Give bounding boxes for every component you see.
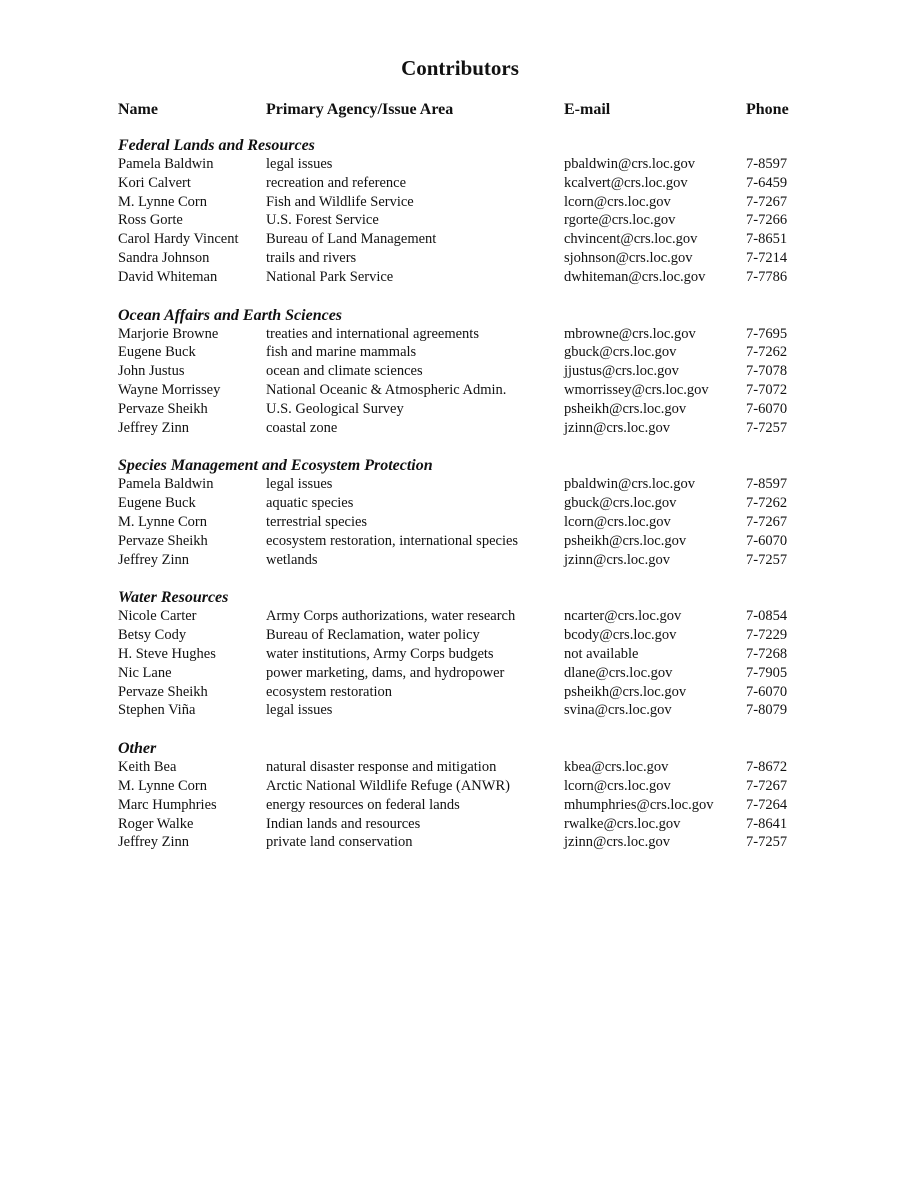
contributor-phone: 7-7695 (746, 325, 788, 342)
contributor-area: Army Corps authorizations, water research (266, 608, 516, 625)
contributor-phone: 7-7229 (746, 627, 788, 644)
header-name: Name (118, 101, 158, 118)
contributor-name: Sandra Johnson (118, 249, 210, 266)
contributor-name: David Whiteman (118, 268, 218, 285)
contributor-name: M. Lynne Corn (118, 777, 208, 794)
contributor-row (0, 701, 920, 720)
contributor-name: Marc Humphries (118, 796, 217, 813)
contributor-area: fish and marine mammals (266, 344, 417, 361)
contributor-email[interactable]: pbaldwin@crs.loc.gov (564, 156, 695, 172)
contributor-row (0, 343, 920, 362)
contributor-area: power marketing, dams, and hydropower (266, 664, 505, 681)
contributor-email[interactable]: kbea@crs.loc.gov (564, 759, 669, 776)
contributor-row (0, 494, 920, 513)
contributor-email[interactable]: sjohnson@crs.loc.gov (564, 249, 693, 266)
header-email: E-mail (564, 101, 611, 118)
contributor-name: Stephen Viña (118, 702, 196, 719)
contributor-area: recreation and reference (266, 174, 407, 191)
contributor-phone: 7-8079 (746, 702, 788, 719)
contributor-row (0, 419, 920, 438)
contributor-area: Arctic National Wildlife Refuge (ANWR) (266, 777, 510, 794)
contributor-name: Carol Hardy Vincent (118, 231, 239, 248)
contributor-email[interactable]: jzinn@crs.loc.gov (564, 419, 670, 436)
contributor-name: Roger Walke (118, 815, 194, 832)
contributor-area: U.S. Forest Service (266, 212, 379, 229)
contributor-row (0, 833, 920, 852)
contributor-area: natural disaster response and mitigation (266, 759, 497, 776)
contributor-email[interactable]: jjustus@crs.loc.gov (564, 363, 679, 380)
contributor-row (0, 607, 920, 626)
contributor-email[interactable]: svina@crs.loc.gov (564, 702, 672, 719)
contributor-phone: 7-8597 (746, 476, 788, 493)
contributor-area: trails and rivers (266, 249, 357, 266)
contributor-phone: 7-7264 (746, 796, 788, 813)
contributor-email[interactable]: kcalvert@crs.loc.gov (564, 174, 688, 191)
contributor-row (0, 645, 920, 664)
contributor-name: Nic Lane (118, 664, 172, 681)
contributor-phone: 7-7257 (746, 834, 788, 851)
contributor-row (0, 777, 920, 796)
contributor-phone: 7-7905 (746, 664, 788, 681)
contributor-section (0, 456, 920, 569)
contributor-area: treaties and international agreements (266, 325, 479, 342)
contributor-phone: 7-7267 (746, 777, 788, 794)
contributor-email[interactable]: gbuck@crs.loc.gov (564, 344, 677, 361)
contributor-area: Bureau of Land Management (266, 231, 437, 248)
contributor-name: Pamela Baldwin (118, 156, 214, 172)
contributor-phone: 7-7268 (746, 645, 788, 662)
contributor-email[interactable]: bcody@crs.loc.gov (564, 627, 677, 644)
contributor-area: U.S. Geological Survey (266, 400, 404, 417)
contributor-phone: 7-7257 (746, 551, 788, 568)
contributor-phone: 7-8597 (746, 156, 788, 172)
contributor-row (0, 325, 920, 344)
contributor-section (0, 136, 920, 287)
contributor-name: Betsy Cody (118, 627, 187, 644)
contributor-email[interactable]: pbaldwin@crs.loc.gov (564, 476, 695, 493)
contributor-area: wetlands (266, 551, 318, 568)
contributor-email[interactable]: lcorn@crs.loc.gov (564, 193, 671, 210)
contributor-row (0, 513, 920, 532)
contributor-row (0, 475, 920, 494)
section-title: Other (118, 740, 157, 758)
contributor-row (0, 193, 920, 212)
contributor-phone: 7-7266 (746, 212, 788, 229)
contributor-phone: 7-7267 (746, 193, 788, 210)
section-title: Species Management and Ecosystem Protection (118, 457, 433, 475)
contributor-name: M. Lynne Corn (118, 513, 208, 530)
contributor-phone: 7-0854 (746, 608, 788, 625)
contributor-section (0, 739, 920, 852)
contributor-row (0, 683, 920, 702)
section-title: Water Resources (118, 589, 229, 607)
header-phone: Phone (746, 101, 789, 118)
contributor-email[interactable]: dlane@crs.loc.gov (564, 664, 673, 681)
contributor-area: ecosystem restoration, international species (266, 532, 519, 549)
contributor-row (0, 211, 920, 230)
contributor-area: water institutions, Army Corps budgets (266, 645, 494, 662)
contributor-email[interactable]: mbrowne@crs.loc.gov (564, 325, 696, 342)
contributor-row (0, 268, 920, 287)
column-headers (0, 101, 920, 121)
contributor-area: legal issues (266, 702, 333, 719)
contributor-name: Pervaze Sheikh (118, 683, 208, 700)
contributor-email[interactable]: not available (564, 645, 639, 662)
contributor-phone: 7-7257 (746, 419, 788, 436)
contributor-phone: 7-6070 (746, 400, 788, 417)
contributor-email[interactable]: jzinn@crs.loc.gov (564, 551, 670, 568)
contributor-phone: 7-6070 (746, 532, 788, 549)
contributor-phone: 7-8672 (746, 759, 788, 776)
contributor-area: legal issues (266, 476, 333, 493)
contributor-email[interactable]: chvincent@crs.loc.gov (564, 231, 698, 248)
contributor-email[interactable]: rwalke@crs.loc.gov (564, 815, 681, 832)
contributor-area: energy resources on federal lands (266, 796, 460, 813)
contributor-phone: 7-6459 (746, 174, 788, 191)
contributor-name: Kori Calvert (118, 174, 191, 191)
contributor-name: Keith Bea (118, 759, 177, 776)
contributor-row (0, 381, 920, 400)
page-title: Contributors (401, 56, 519, 80)
contributor-name: H. Steve Hughes (118, 645, 216, 662)
contributor-row (0, 551, 920, 570)
contributor-name: Pamela Baldwin (118, 476, 214, 493)
contributor-name: Jeffrey Zinn (118, 834, 189, 851)
contributor-name: Marjorie Browne (118, 325, 219, 342)
contributor-area: coastal zone (266, 419, 338, 436)
contributor-email[interactable]: mhumphries@crs.loc.gov (564, 796, 714, 813)
contributor-email[interactable]: gbuck@crs.loc.gov (564, 495, 677, 512)
contributor-phone: 7-6070 (746, 683, 788, 700)
contributor-phone: 7-7072 (746, 381, 788, 398)
contributors-list (0, 136, 920, 871)
contributor-phone: 7-7262 (746, 344, 788, 361)
contributor-name: Pervaze Sheikh (118, 532, 208, 549)
contributor-name: Nicole Carter (118, 608, 197, 625)
contributor-area: ocean and climate sciences (266, 363, 423, 380)
contributor-area: Bureau of Reclamation, water policy (266, 627, 480, 644)
contributor-section (0, 588, 920, 720)
contributor-name: Wayne Morrissey (118, 381, 221, 398)
contributor-row (0, 796, 920, 815)
contributor-area: private land conservation (266, 834, 413, 851)
contributor-phone: 7-7214 (746, 249, 788, 266)
contributor-row (0, 758, 920, 777)
contributor-phone: 7-7786 (746, 268, 788, 285)
contributor-row (0, 626, 920, 645)
contributor-row (0, 815, 920, 834)
contributor-phone: 7-8651 (746, 231, 788, 248)
contributor-area: legal issues (266, 156, 333, 172)
contributor-name: M. Lynne Corn (118, 193, 208, 210)
contributor-email[interactable]: rgorte@crs.loc.gov (564, 212, 676, 229)
contributor-name: Jeffrey Zinn (118, 419, 189, 436)
contributor-area: National Oceanic & Atmospheric Admin. (266, 381, 507, 398)
contributor-email[interactable]: psheikh@crs.loc.gov (564, 400, 687, 417)
contributor-area: aquatic species (266, 495, 354, 512)
section-title: Federal Lands and Resources (118, 137, 315, 154)
contributor-phone: 7-7078 (746, 363, 788, 380)
contributor-section (0, 306, 920, 438)
contributor-email[interactable]: lcorn@crs.loc.gov (564, 513, 671, 530)
header-area: Primary Agency/Issue Area (266, 101, 454, 118)
contributor-email[interactable]: jzinn@crs.loc.gov (564, 834, 670, 851)
contributor-email[interactable]: dwhiteman@crs.loc.gov (564, 268, 706, 285)
contributor-name: Eugene Buck (118, 344, 196, 361)
contributor-row (0, 249, 920, 268)
contributor-phone: 7-8641 (746, 815, 788, 832)
contributor-name: John Justus (118, 363, 185, 380)
contributor-row (0, 400, 920, 419)
contributor-row (0, 532, 920, 551)
contributor-email[interactable]: wmorrissey@crs.loc.gov (564, 381, 709, 398)
contributor-area: National Park Service (266, 268, 394, 285)
contributor-area: ecosystem restoration (266, 683, 393, 700)
contributor-area: Fish and Wildlife Service (266, 193, 414, 210)
contributor-email[interactable]: psheikh@crs.loc.gov (564, 683, 687, 700)
contributor-name: Eugene Buck (118, 495, 196, 512)
contributor-name: Pervaze Sheikh (118, 400, 208, 417)
contributor-email[interactable]: ncarter@crs.loc.gov (564, 608, 682, 625)
contributor-phone: 7-7262 (746, 495, 788, 512)
contributor-row (0, 174, 920, 193)
contributor-area: Indian lands and resources (266, 815, 421, 832)
contributor-area: terrestrial species (266, 513, 368, 530)
contributor-row (0, 230, 920, 249)
contributor-email[interactable]: lcorn@crs.loc.gov (564, 777, 671, 794)
contributor-name: Jeffrey Zinn (118, 551, 189, 568)
section-title: Ocean Affairs and Earth Sciences (118, 306, 343, 324)
contributor-phone: 7-7267 (746, 513, 788, 530)
contributor-name: Ross Gorte (118, 212, 183, 229)
contributor-row (0, 664, 920, 683)
contributor-email[interactable]: psheikh@crs.loc.gov (564, 532, 687, 549)
contributor-row (0, 155, 920, 174)
contributor-row (0, 362, 920, 381)
